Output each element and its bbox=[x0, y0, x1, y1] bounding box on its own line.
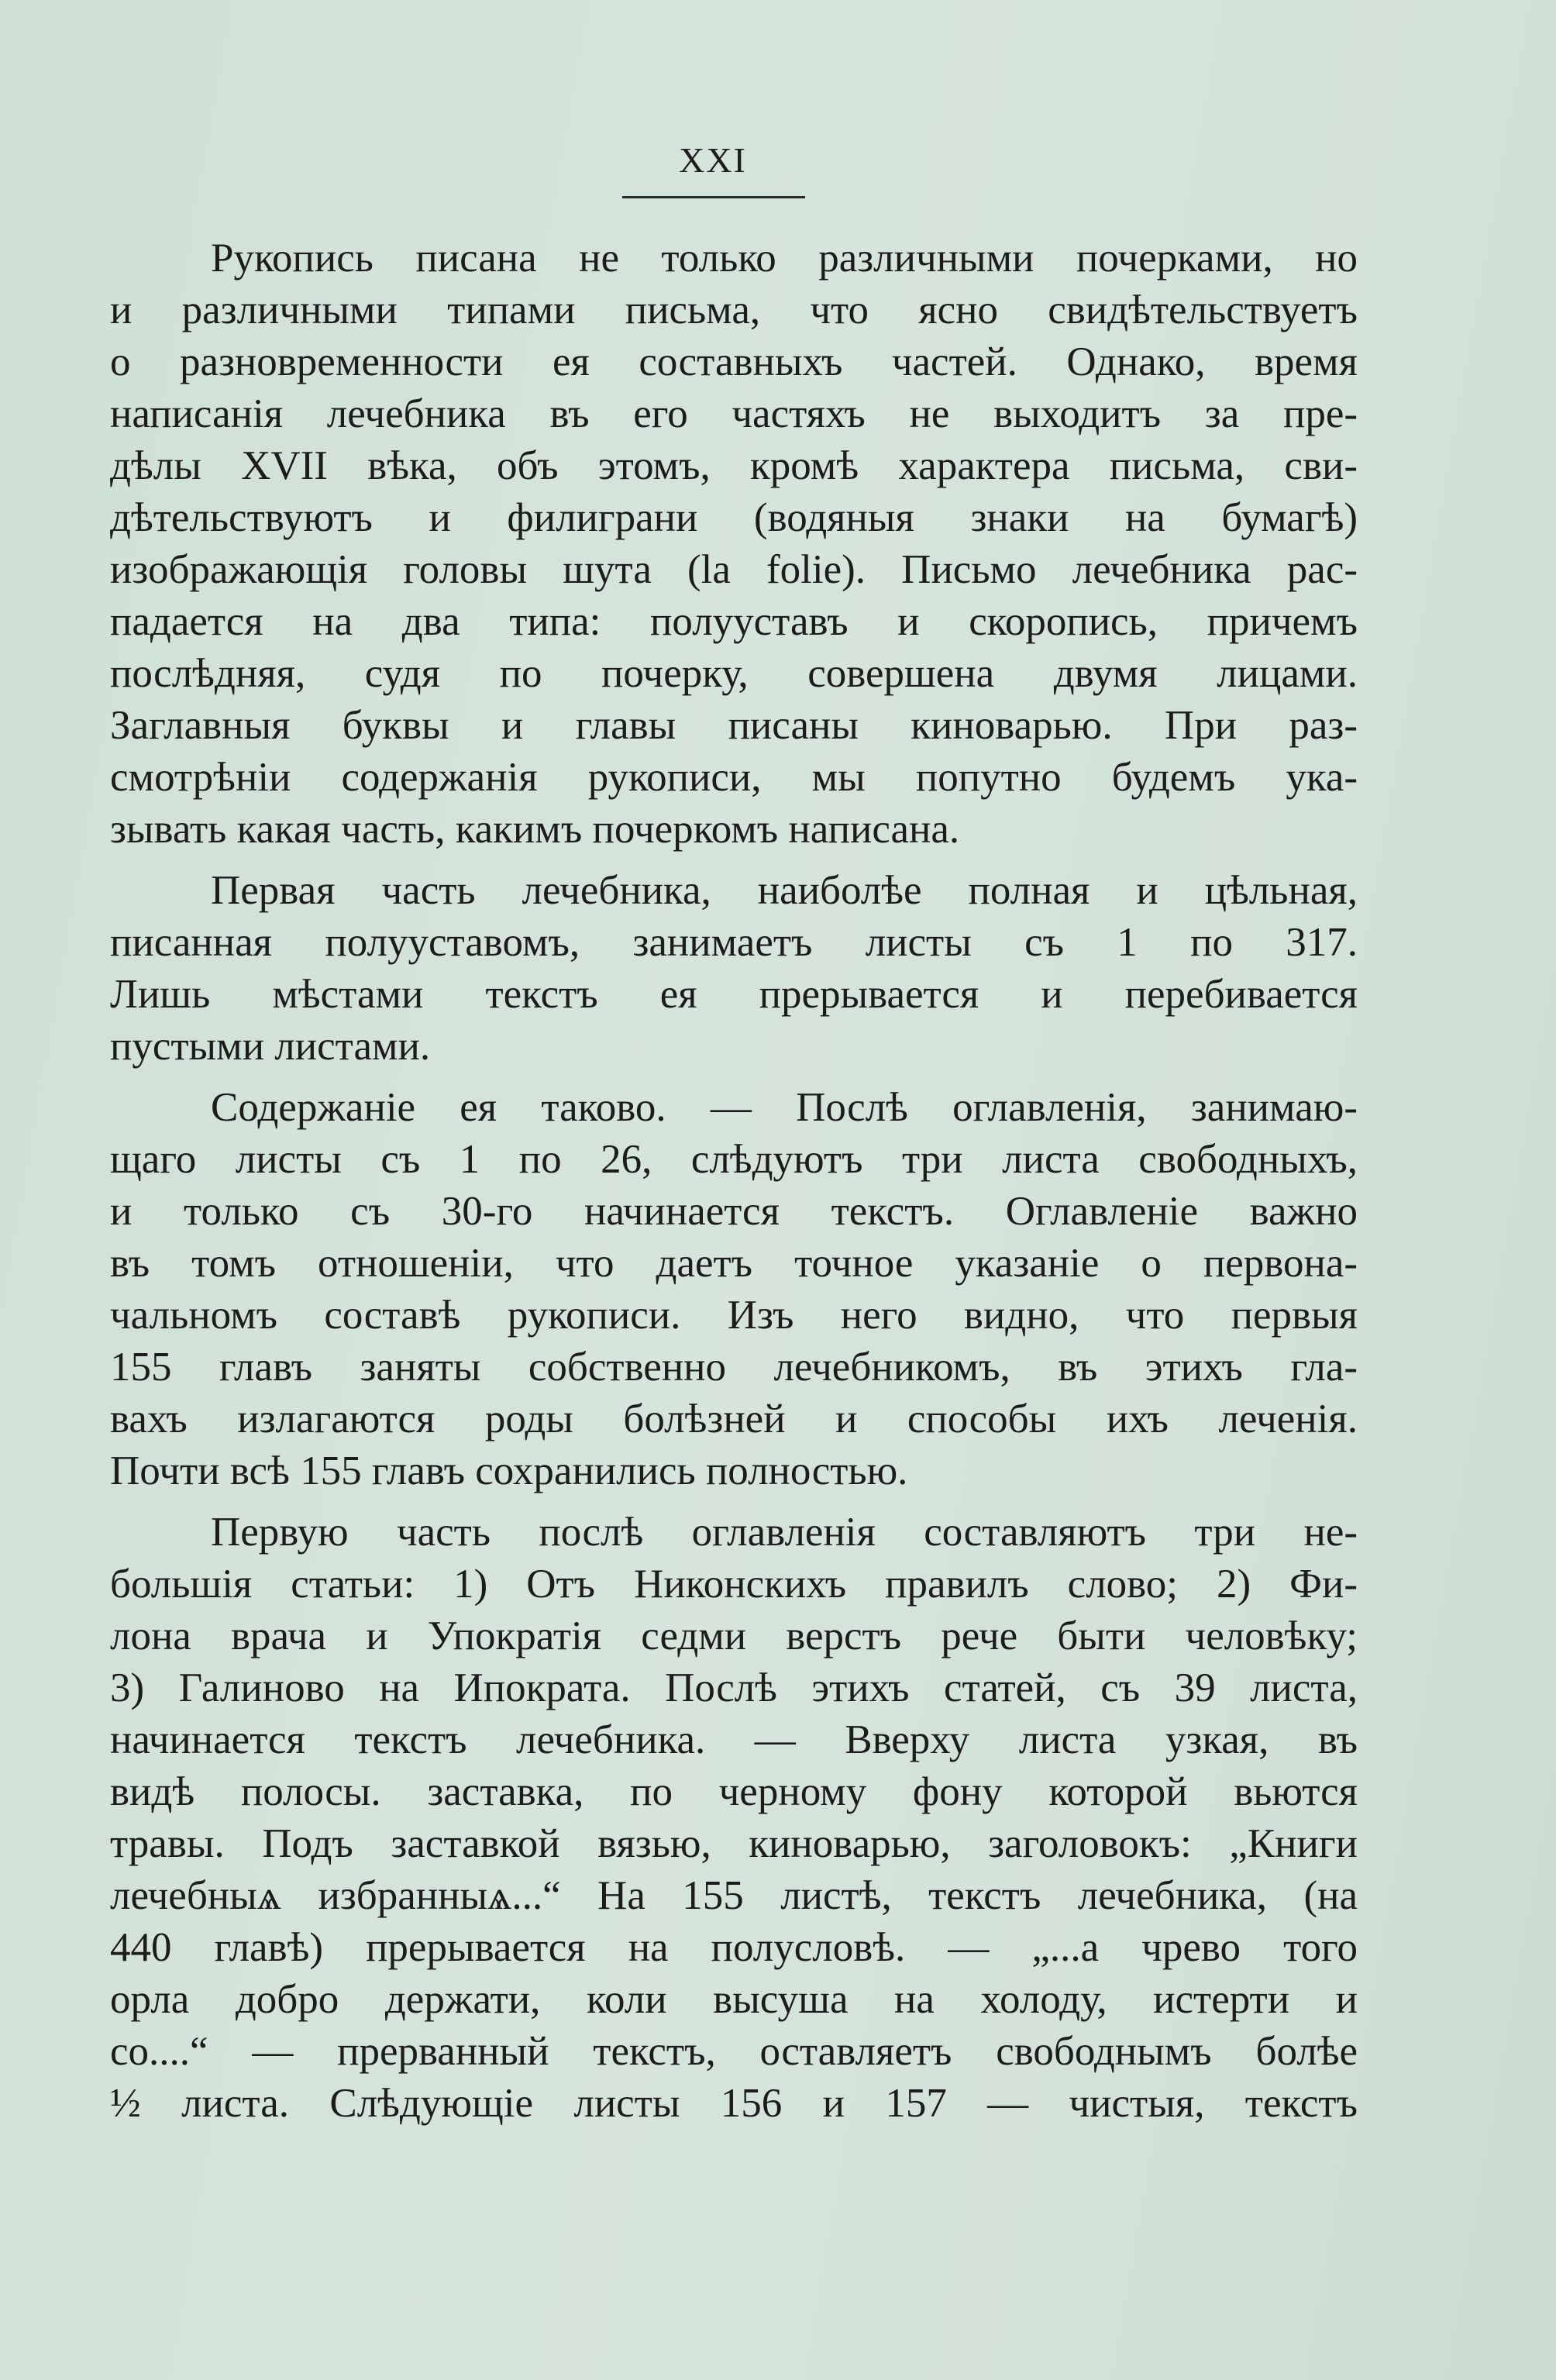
text-line: щаго листы съ 1 по 26, слѣдуютъ три листа свободныхъ, bbox=[110, 1137, 1358, 1182]
text-line: смотрѣніи содержанія рукописи, мы попутно будемъ ука- bbox=[110, 755, 1358, 800]
text-line: лечебныѧ избранныѧ...“ На 155 листѣ, текстъ лечебника, (на bbox=[110, 1873, 1358, 1918]
paragraph-gap bbox=[110, 1497, 1358, 1507]
text-line: зывать какая часть, какимъ почеркомъ написана. bbox=[110, 807, 960, 852]
text-line: дѣлы XVII вѣка, объ этомъ, кромѣ характера письма, сви- bbox=[110, 443, 1358, 488]
text-line: послѣдняя, судя по почерку, совершена двумя лицами. bbox=[110, 651, 1358, 696]
text-line: чальномъ составѣ рукописи. Изъ него видно, что первыя bbox=[110, 1293, 1358, 1338]
text-line: писанная полууставомъ, занимаетъ листы съ 1 по 317. bbox=[110, 920, 1358, 965]
text-line: Первую часть послѣ оглавленія составляютъ три не- bbox=[211, 1510, 1358, 1555]
text-line: лона врача и Упократія седми верстъ рече быти человѣку; bbox=[110, 1614, 1358, 1658]
header-rule bbox=[622, 196, 805, 198]
text-line: Рукопись писана не только различными почерками, но bbox=[211, 236, 1358, 281]
text-line: вахъ излагаются роды болѣзней и способы ихъ леченія. bbox=[110, 1397, 1358, 1441]
text-line: написанія лечебника въ его частяхъ не выходитъ за пре- bbox=[110, 391, 1358, 436]
text-line: о разновременности ея составныхъ частей. Однако, время bbox=[110, 339, 1358, 384]
text-line: видѣ полосы. заставка, по черному фону которой вьются bbox=[110, 1769, 1358, 1814]
text-line: Содержаніе ея таково. — Послѣ оглавленія, занимаю- bbox=[211, 1085, 1358, 1130]
text-line: пустыми листами. bbox=[110, 1024, 431, 1069]
text-line: 440 главѣ) прерывается на полусловѣ. — „...а чрево того bbox=[110, 1925, 1358, 1970]
text-line: ½ листа. Слѣдующіе листы 156 и 157 — чистыя, текстъ bbox=[110, 2081, 1358, 2126]
text-line: въ томъ отношеніи, что даетъ точное указаніе о первона- bbox=[110, 1241, 1358, 1286]
text-line: Почти всѣ 155 главъ сохранились полностью. bbox=[110, 1448, 908, 1493]
page-number: XXI bbox=[679, 140, 747, 180]
text-line: 155 главъ заняты собственно лечебникомъ, въ этихъ гла- bbox=[110, 1345, 1358, 1390]
text-line: и только съ 30-го начинается текстъ. Оглавленіе важно bbox=[110, 1189, 1358, 1234]
text-line: 3) Галиново на Ипократа. Послѣ этихъ статей, съ 39 листа, bbox=[110, 1665, 1358, 1710]
text-line: Заглавныя буквы и главы писаны киноварью. При раз- bbox=[110, 703, 1358, 748]
text-line: большія статьи: 1) Отъ Никонскихъ правилъ слово; 2) Фи- bbox=[110, 1562, 1358, 1607]
text-line: изображающія головы шута (la folie). Письмо лечебника рас- bbox=[110, 547, 1358, 592]
text-line: и различными типами письма, что ясно свидѣтельствуетъ bbox=[110, 288, 1358, 332]
text-line: Лишь мѣстами текстъ ея прерывается и перебивается bbox=[110, 972, 1358, 1017]
text-line: начинается текстъ лечебника. — Вверху листа узкая, въ bbox=[110, 1717, 1358, 1762]
text-line: со....“ — прерванный текстъ, оставляетъ свободнымъ болѣе bbox=[110, 2029, 1358, 2074]
text-line: дѣтельствуютъ и филиграни (водяныя знаки на бумагѣ) bbox=[110, 495, 1358, 540]
text-line: орла добро держати, коли высуша на холоду, истерти и bbox=[110, 1977, 1358, 2022]
text-line: Первая часть лечебника, наиболѣе полная и цѣльная, bbox=[211, 868, 1358, 913]
text-line: травы. Подъ заставкой вязью, киноварью, заголовокъ: „Книги bbox=[110, 1821, 1358, 1866]
body-text bbox=[110, 232, 1358, 2130]
paragraph-gap bbox=[110, 1073, 1358, 1082]
text-line: падается на два типа: полууставъ и скоропись, причемъ bbox=[110, 599, 1358, 644]
paragraph-gap bbox=[110, 856, 1358, 865]
